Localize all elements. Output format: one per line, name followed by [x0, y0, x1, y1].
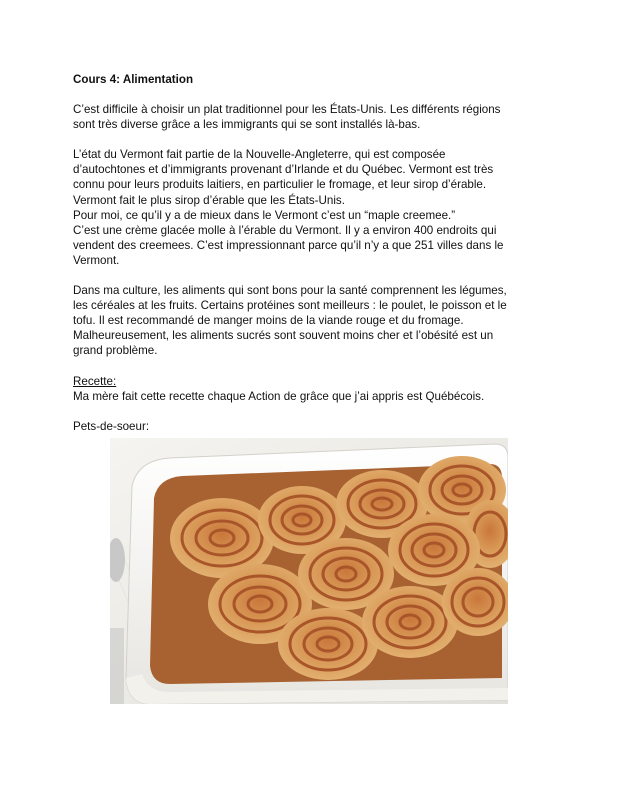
page-title: Cours 4: Alimentation	[73, 73, 194, 86]
culture-line: grand problème.	[73, 344, 158, 358]
vermont-line: Pour moi, ce qu’il y a de mieux dans le Vermont c’est un “maple creemee.”	[73, 208, 456, 222]
intro-paragraph	[73, 102, 543, 132]
intro-line: C’est difficile à choisir un plat traditionnel pour les États-Unis. Les différents régions	[73, 103, 501, 117]
pastry-photo	[110, 438, 508, 704]
culture-line: les céréales at les fruits. Certains protéines sont meilleurs : le poulet, le poisson et le	[73, 299, 507, 313]
pastry-illustration	[110, 438, 508, 704]
vermont-line: d’autochtones et d’immigrants provenant d’Irlande et du Québec. Vermont est très	[73, 163, 494, 177]
culture-line: Malheureusement, les aliments sucrés sont souvent moins cher et l’obésité est un	[73, 329, 494, 343]
recipe-paragraph	[73, 374, 543, 404]
vermont-paragraph	[73, 147, 543, 268]
culture-paragraph	[73, 283, 543, 358]
vermont-line: vendent des creemees. C’est impressionnant parce qu’il n’y a que 251 villes dans le	[73, 238, 504, 252]
culture-line: Dans ma culture, les aliments qui sont bons pour la santé comprennent les légumes,	[73, 284, 507, 298]
recipe-label: Recette:	[73, 374, 117, 388]
vermont-line: L’état du Vermont fait partie de la Nouvelle-Angleterre, qui est composée	[73, 148, 446, 162]
vermont-line: Vermont fait le plus sirop d’érable que les États-Unis.	[73, 193, 345, 207]
intro-line: sont très diverse grâce a les immigrants qui se sont installés là-bas.	[73, 118, 421, 132]
document-body	[73, 72, 543, 434]
recipe-line: Ma mère fait cette recette chaque Action de grâce que j’ai appris est Québécois.	[73, 389, 485, 403]
vermont-line: Vermont.	[73, 253, 120, 267]
dish-name: Pets-de-soeur:	[73, 419, 150, 433]
vermont-line: C’est une crème glacée molle à l’érable du Vermont. Il y a environ 400 endroits qui	[73, 223, 497, 237]
vermont-line: connu pour leurs produits laitiers, en particulier le fromage, et leur sirop d’érable.	[73, 178, 487, 192]
culture-line: tofu. Il est recommandé de manger moins de la viande rouge et du fromage.	[73, 314, 464, 328]
